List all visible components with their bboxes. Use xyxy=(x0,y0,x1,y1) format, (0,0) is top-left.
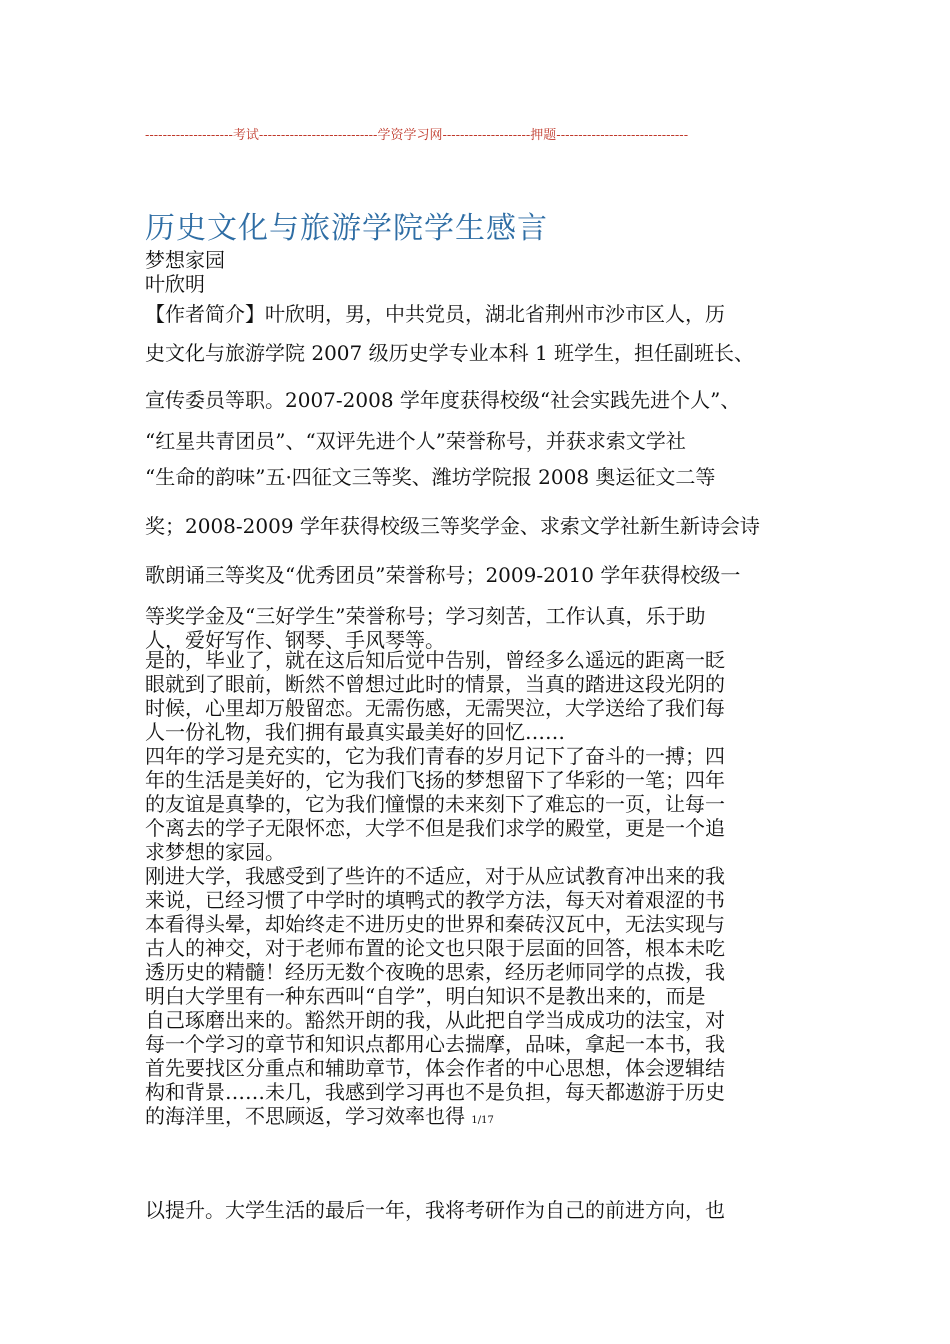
intro-line: 史文化与旅游学院 2007 级历史学专业本科 1 班学生，担任副班长、 xyxy=(145,341,755,365)
author-name: 叶欣明 xyxy=(145,272,205,296)
page-2-continuation xyxy=(145,1194,805,1223)
paragraph-line: 本看得头晕，却始终走不进历史的世界和秦砖汉瓦中，无法实现与 xyxy=(145,912,725,936)
paragraph-line: 年的生活是美好的，它为我们飞扬的梦想留下了华彩的一笔；四年 xyxy=(145,768,725,792)
paragraph-line: 的友谊是真挚的，它为我们憧憬的未来刻下了难忘的一页，让每一 xyxy=(145,792,725,816)
paragraph-line: 来说，已经习惯了中学时的填鸭式的教学方法，每天对着艰涩的书 xyxy=(145,888,725,912)
intro-line: 人，爱好写作、钢琴、手风琴等。 xyxy=(145,628,445,652)
intro-line: 等奖学金及“三好学生”荣誉称号；学习刻苦，工作认真，乐于助 xyxy=(145,604,706,628)
paragraph-line-last xyxy=(145,1104,805,1133)
subtitle: 梦想家园 xyxy=(145,248,225,272)
paragraph-line: 求梦想的家园。 xyxy=(145,840,285,864)
paragraph-line: 个离去的学子无限怀恋，大学不但是我们求学的殿堂，更是一个追 xyxy=(145,816,725,840)
paragraph-2 xyxy=(145,744,805,864)
paragraph-line: 是的，毕业了，就在这后知后觉中告别，曾经多么遥远的距离一眨 xyxy=(145,648,725,672)
paragraph-line: 构和背景……未几，我感到学习再也不是负担，每天都遨游于历史 xyxy=(145,1080,725,1104)
document-title: 历史文化与旅游学院学生感言 xyxy=(145,211,548,246)
paragraph-line: 明白大学里有一种东西叫“自学”，明白知识不是教出来的，而是 xyxy=(145,984,706,1008)
intro-line: “红星共青团员”、“双评先进个人”荣誉称号，并获求索文学社 xyxy=(145,429,686,453)
intro-line: 奖；2008-2009 学年获得校级三等奖学金、求索文学社新生新诗会诗 xyxy=(145,514,760,538)
paragraph-line: 四年的学习是充实的，它为我们青春的岁月记下了奋斗的一搏；四 xyxy=(145,744,725,768)
paragraph-line: 透历史的精髓！经历无数个夜晚的思索，经历老师同学的点拨，我 xyxy=(145,960,725,984)
paragraph-line: 人一份礼物，我们拥有最真实最美好的回忆…… xyxy=(145,720,565,744)
intro-line: 宣传委员等职。2007-2008 学年度获得校级“社会实践先进个人”、 xyxy=(145,388,741,412)
page-header: --------------------考试---------------------------学资学习网--------------------押题------------------------------ xyxy=(145,128,689,143)
paragraph-3 xyxy=(145,864,805,1133)
subtitle-block xyxy=(145,248,805,296)
paragraph-text: 的海洋里，不思顾返，学习效率也得 xyxy=(145,1104,465,1128)
paragraph-line: 以提升。大学生活的最后一年，我将考研作为自己的前进方向，也 xyxy=(145,1198,725,1222)
intro-line: “生命的韵味”五·四征文三等奖、潍坊学院报 2008 奥运征文二等 xyxy=(145,465,716,489)
page-number: 1/17 xyxy=(471,1115,494,1126)
paragraph-line: 每一个学习的章节和知识点都用心去揣摩，品味，拿起一本书，我 xyxy=(145,1032,725,1056)
paragraph-line: 眼就到了眼前，断然不曾想过此时的情景，当真的踏进这段光阴的 xyxy=(145,672,725,696)
intro-line: 歌朗诵三等奖及“优秀团员”荣誉称号；2009-2010 学年获得校级一 xyxy=(145,563,741,587)
paragraph-line: 自己琢磨出来的。豁然开朗的我，从此把自学当成成功的法宝，对 xyxy=(145,1008,725,1032)
paragraph-line: 首先要找区分重点和辅助章节，体会作者的中心思想，体会逻辑结 xyxy=(145,1056,725,1080)
intro-line: 【作者简介】叶欣明，男，中共党员，湖北省荆州市沙市区人，历 xyxy=(145,302,725,326)
paragraph-line: 时候，心里却万般留恋。无需伤感，无需哭泣，大学送给了我们每 xyxy=(145,696,725,720)
paragraph-line: 古人的神交，对于老师布置的论文也只限于层面的回答，根本未吃 xyxy=(145,936,725,960)
paragraph-line: 刚进大学，我感受到了些许的不适应，对于从应试教育冲出来的我 xyxy=(145,864,725,888)
paragraph-1 xyxy=(145,648,805,744)
